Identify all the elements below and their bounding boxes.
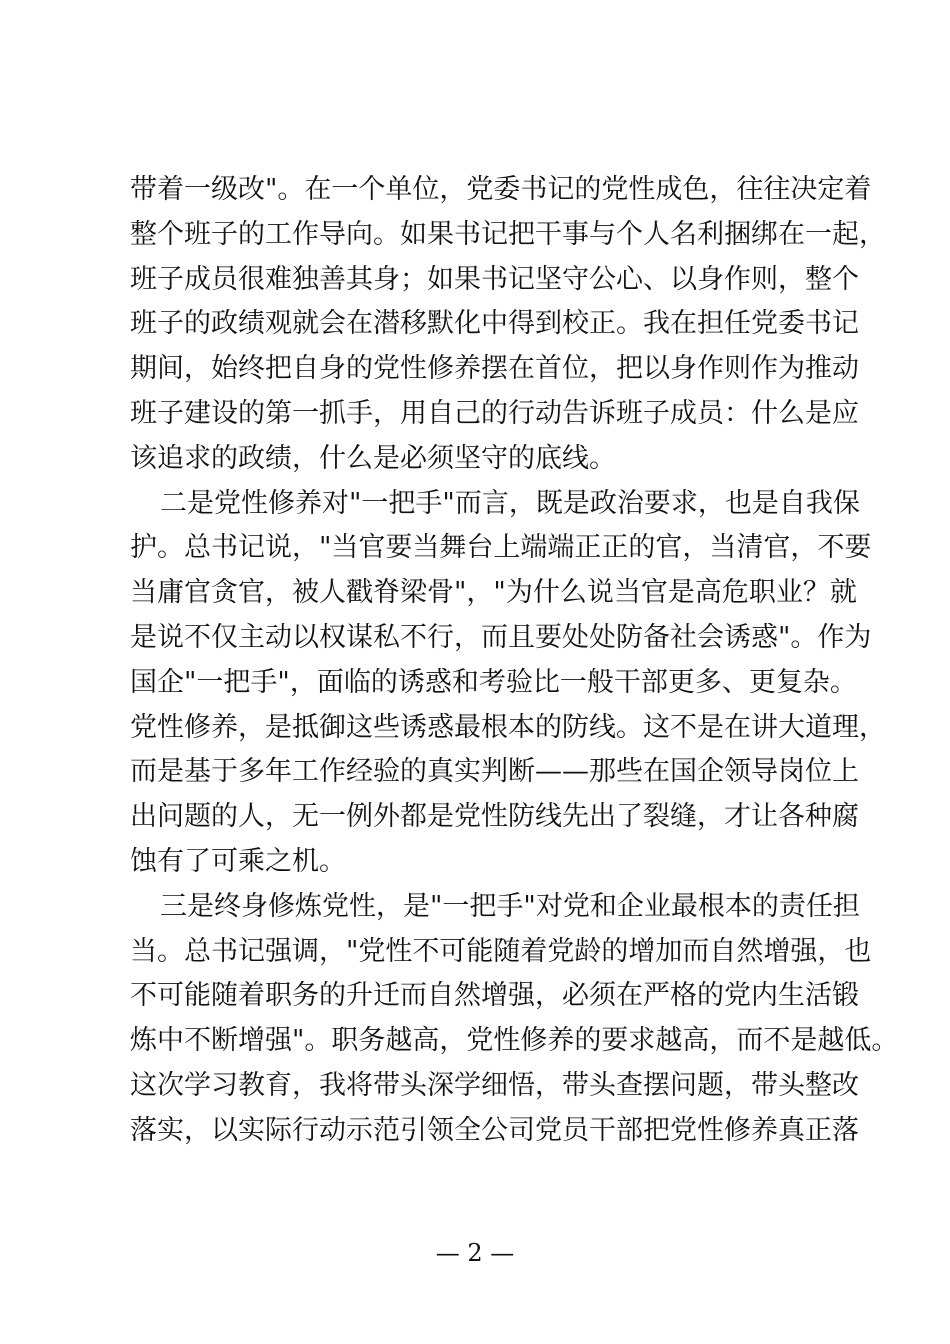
text-line: 期间，始终把自身的党性修养摆在首位，把以身作则作为推动 [130,353,859,385]
text-line: 是说不仅主动以权谋私不行，而且要处处防备社会诱惑"。作为 [130,621,872,653]
text-line: 三是终身修炼党性，是"一把手"对党和企业最根本的责任担 [160,890,860,922]
text-line: 不可能随着职务的升迁而自然增强，必须在严格的党内生活锻 [130,980,859,1012]
page-number: — 2 — [435,1239,515,1267]
text-line: 这次学习教育，我将带头深学细悟，带头查摆问题，带头整改 [130,1069,859,1101]
text-line: 当。总书记强调，"党性不可能随着党龄的增加而自然增强，也 [130,935,872,967]
text-line: 二是党性修养对"一把手"而言，既是政治要求，也是自我保 [160,487,860,519]
text-line: 蚀有了可乘之机。 [130,845,346,877]
paragraph [130,885,899,1154]
paragraph [130,482,886,885]
text-line: 当庸官贪官，被人戳脊梁骨"，"为什么说当官是高危职业？就 [130,577,857,609]
paragraph [130,168,886,482]
document-body [130,168,899,1154]
text-line: 该追求的政绩，什么是必须坚守的底线。 [130,442,616,474]
text-line: 国企"一把手"，面临的诱惑和考验比一般干部更多、更复杂。 [130,666,857,698]
text-line: 班子建设的第一抓手，用自己的行动告诉班子成员：什么是应 [130,397,859,429]
text-line: 出问题的人，无一例外都是党性防线先出了裂缝，才让各种腐 [130,801,859,833]
text-line: 党性修养，是抵御这些诱惑最根本的防线。这不是在讲大道理， [130,711,886,743]
text-line: 落实，以实际行动示范引领全公司党员干部把党性修养真正落 [130,1114,859,1146]
text-line: 班子成员很难独善其身；如果书记坚守公心、以身作则，整个 [130,263,859,295]
text-line: 班子的政绩观就会在潜移默化中得到校正。我在担任党委书记 [130,308,859,340]
text-line: 炼中不断增强"。职务越高，党性修养的要求越高，而不是越低。 [130,1025,899,1057]
text-line: 而是基于多年工作经验的真实判断——那些在国企领导岗位上 [130,756,859,788]
text-line: 整个班子的工作导向。如果书记把干事与个人名利捆绑在一起， [130,218,886,250]
text-line: 护。总书记说，"当官要当舞台上端端正正的官，当清官，不要 [130,532,872,564]
text-line: 带着一级改"。在一个单位，党委书记的党性成色，往往决定着 [130,174,872,205]
